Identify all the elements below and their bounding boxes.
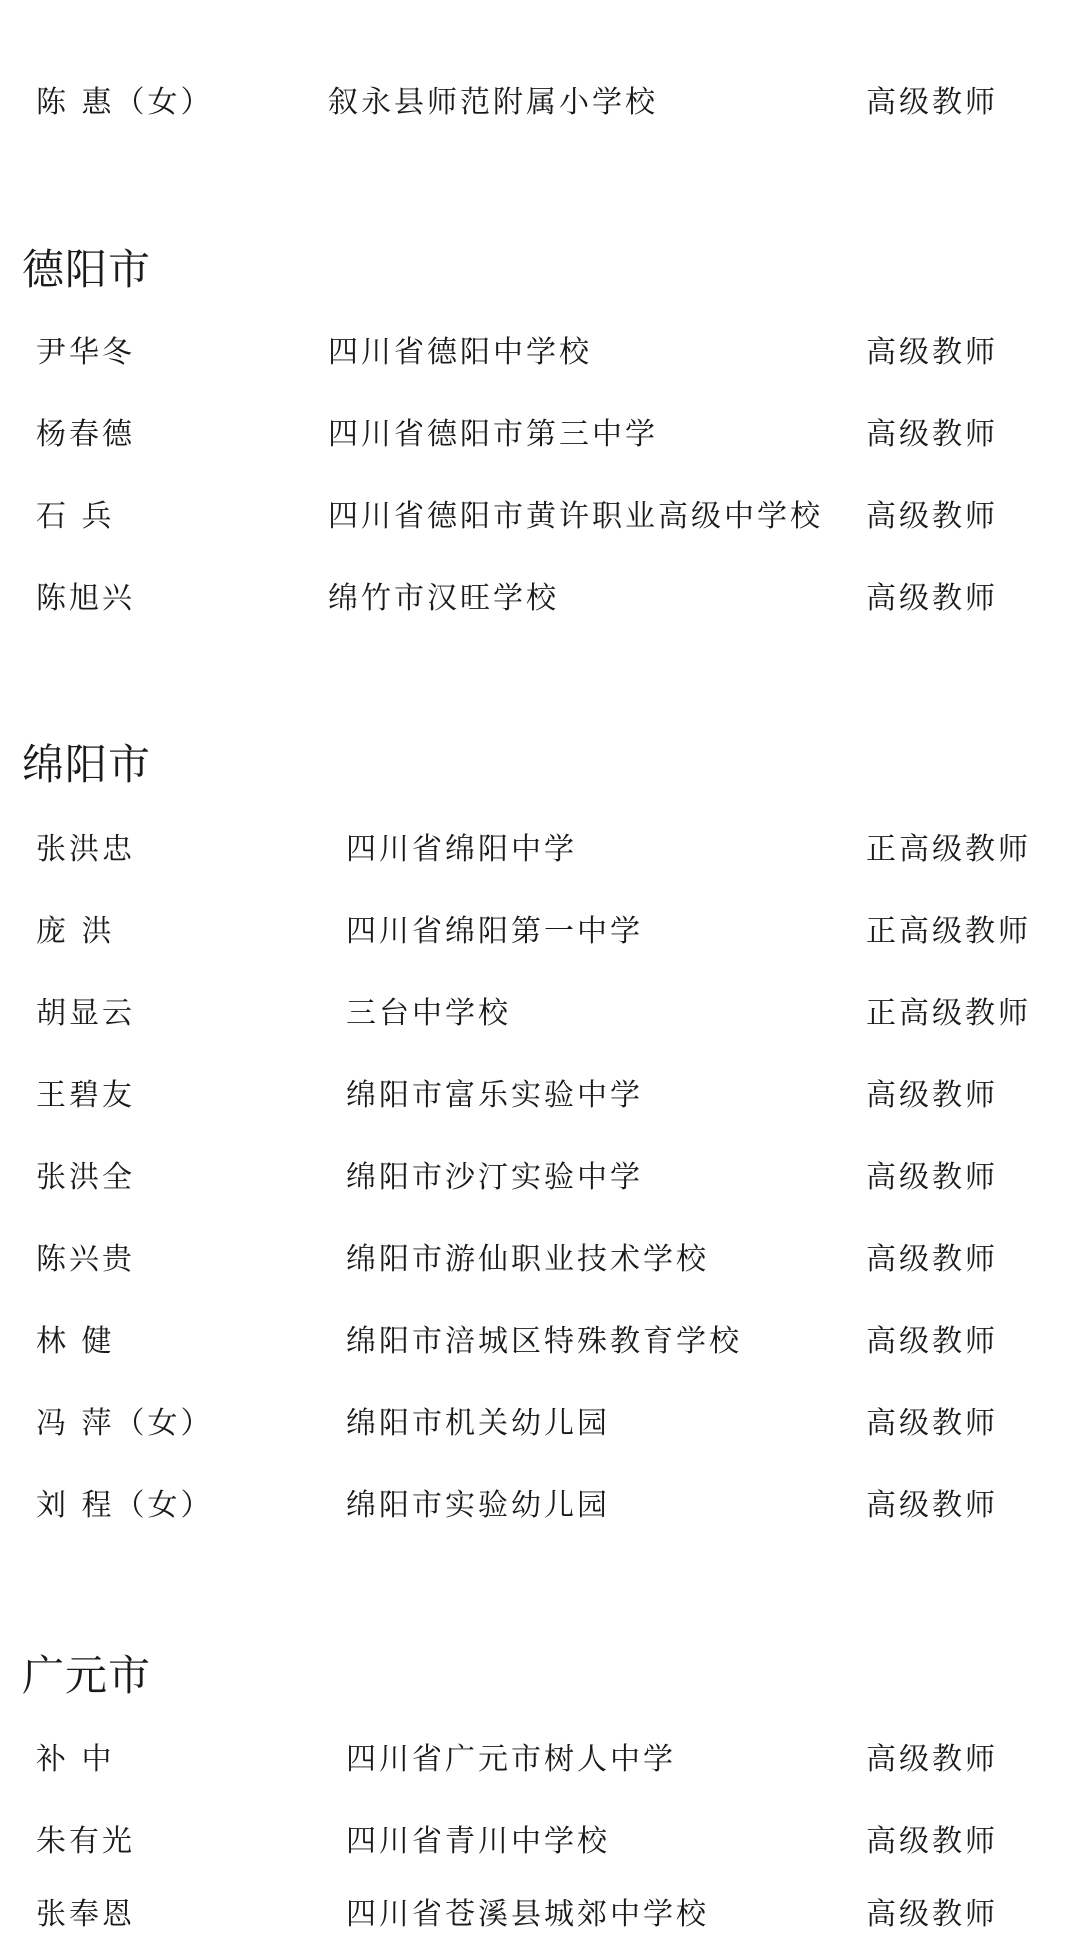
teacher-name: 朱有光 [36, 1824, 135, 1859]
list-item [0, 405, 1080, 465]
teacher-name: 张奉恩 [36, 1897, 135, 1932]
school-name: 绵竹市汉旺学校 [328, 581, 559, 616]
teacher-name: 胡显云 [36, 996, 135, 1031]
teacher-name: 王碧友 [36, 1078, 135, 1113]
professional-title: 高级教师 [866, 417, 998, 452]
school-name: 四川省广元市树人中学 [346, 1742, 676, 1777]
school-name: 四川省德阳市第三中学 [328, 417, 658, 452]
school-name: 绵阳市富乐实验中学 [346, 1078, 643, 1113]
professional-title: 高级教师 [866, 85, 998, 120]
list-item [0, 487, 1080, 547]
teacher-name: 林 健 [36, 1324, 115, 1359]
professional-title: 高级教师 [866, 1242, 998, 1277]
teacher-name: 陈旭兴 [36, 581, 135, 616]
teacher-name: 张洪忠 [36, 832, 135, 867]
list-item [0, 1812, 1080, 1872]
list-item [0, 1885, 1080, 1945]
school-name: 绵阳市沙汀实验中学 [346, 1160, 643, 1195]
teacher-name: 陈兴贵 [36, 1242, 135, 1277]
teacher-name: 石 兵 [36, 499, 115, 534]
school-name: 四川省绵阳第一中学 [346, 914, 643, 949]
list-item [0, 1394, 1080, 1454]
professional-title: 高级教师 [866, 1078, 998, 1113]
professional-title: 高级教师 [866, 581, 998, 616]
list-item [0, 902, 1080, 962]
teacher-name: 刘 程（女） [36, 1488, 214, 1523]
school-name: 叙永县师范附属小学校 [328, 85, 658, 120]
list-item [0, 569, 1080, 629]
teacher-name: 补 中 [36, 1742, 115, 1777]
professional-title: 高级教师 [866, 1824, 998, 1859]
list-item [0, 820, 1080, 880]
list-item [0, 1230, 1080, 1290]
school-name: 绵阳市实验幼儿园 [346, 1488, 610, 1523]
school-name: 四川省苍溪县城郊中学校 [346, 1897, 709, 1932]
school-name: 四川省德阳中学校 [328, 335, 592, 370]
teacher-name: 尹华冬 [36, 335, 135, 370]
list-item [0, 1066, 1080, 1126]
section-heading-deyang: 德阳市 [22, 245, 152, 294]
teacher-name: 陈 惠（女） [36, 85, 214, 120]
professional-title: 正高级教师 [866, 914, 1031, 949]
list-item [0, 1476, 1080, 1536]
school-name: 三台中学校 [346, 996, 511, 1031]
teacher-name: 杨春德 [36, 417, 135, 452]
professional-title: 高级教师 [866, 1897, 998, 1932]
school-name: 绵阳市机关幼儿园 [346, 1406, 610, 1441]
professional-title: 正高级教师 [866, 996, 1031, 1031]
school-name: 四川省德阳市黄许职业高级中学校 [328, 499, 823, 534]
section-heading-mianyang: 绵阳市 [22, 740, 152, 789]
list-item [0, 984, 1080, 1044]
teacher-name: 庞 洪 [36, 914, 115, 949]
professional-title: 高级教师 [866, 1406, 998, 1441]
professional-title: 高级教师 [866, 335, 998, 370]
professional-title: 高级教师 [866, 1160, 998, 1195]
section-heading-guangyuan: 广元市 [22, 1651, 152, 1700]
school-name: 四川省绵阳中学 [346, 832, 577, 867]
teacher-name: 冯 萍（女） [36, 1406, 214, 1441]
professional-title: 高级教师 [866, 1488, 998, 1523]
professional-title: 高级教师 [866, 1742, 998, 1777]
professional-title: 高级教师 [866, 499, 998, 534]
list-item [0, 323, 1080, 383]
school-name: 绵阳市涪城区特殊教育学校 [346, 1324, 742, 1359]
school-name: 四川省青川中学校 [346, 1824, 610, 1859]
list-item [0, 1312, 1080, 1372]
school-name: 绵阳市游仙职业技术学校 [346, 1242, 709, 1277]
list-item [0, 73, 1080, 133]
professional-title: 高级教师 [866, 1324, 998, 1359]
professional-title: 正高级教师 [866, 832, 1031, 867]
teacher-name: 张洪全 [36, 1160, 135, 1195]
list-item [0, 1730, 1080, 1790]
list-item [0, 1148, 1080, 1208]
